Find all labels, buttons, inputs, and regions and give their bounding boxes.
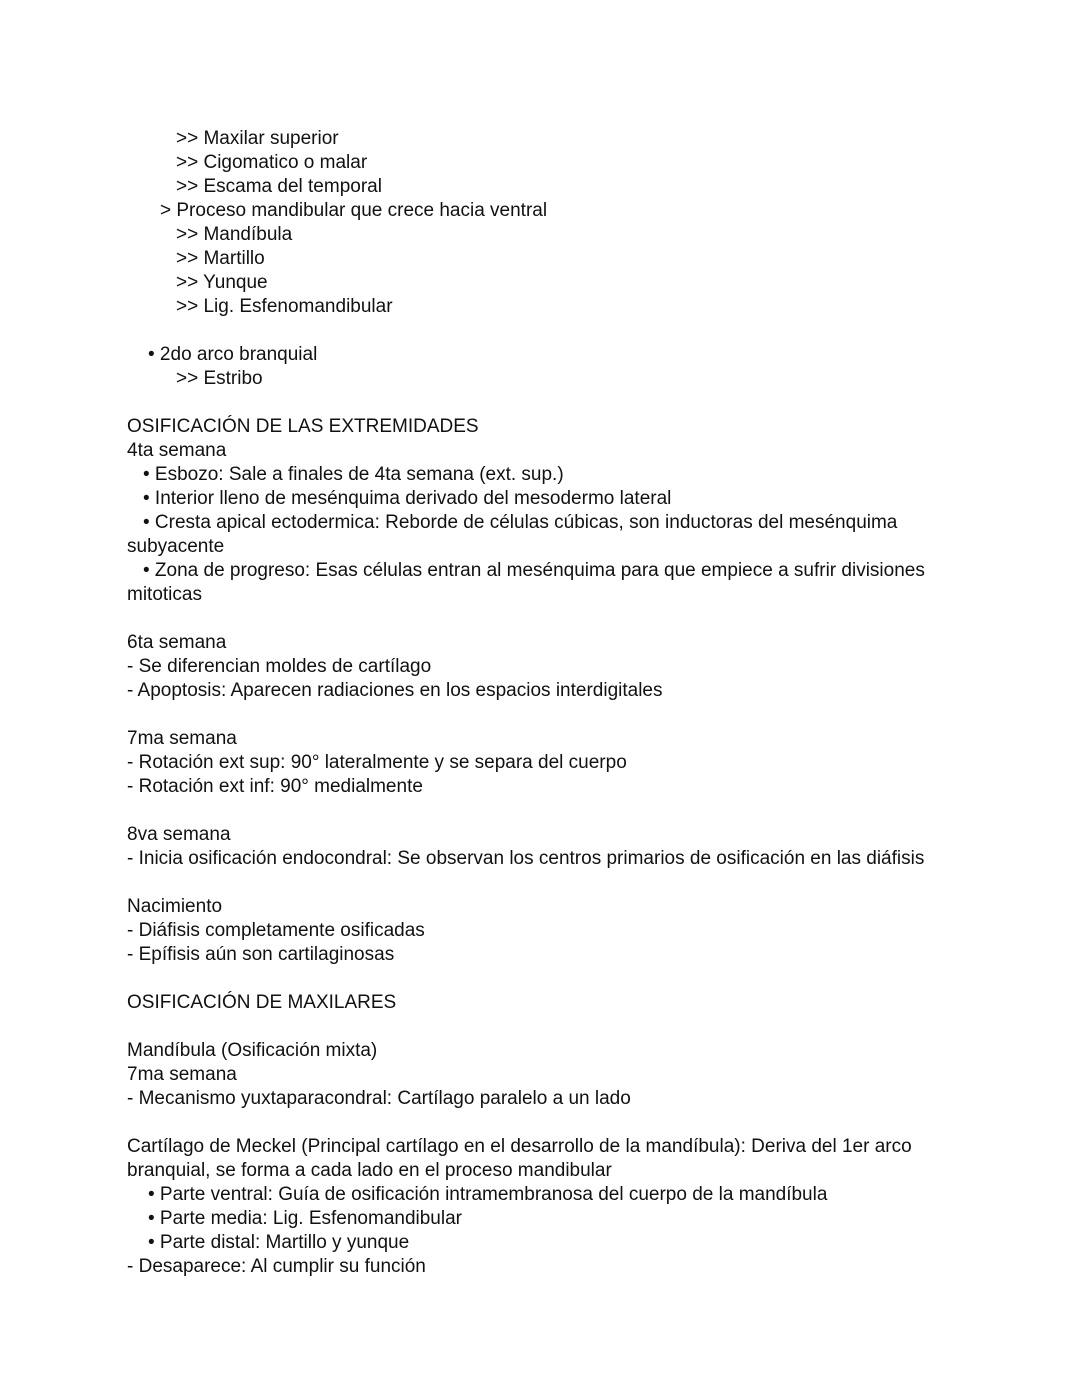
subheading: 7ma semana	[127, 728, 237, 749]
list-item: - Diáfisis completamente osificadas	[127, 920, 425, 941]
subheading: 7ma semana	[127, 1064, 237, 1085]
list-item: >> Cigomatico o malar	[176, 152, 368, 173]
list-item: > Proceso mandibular que crece hacia ventral	[160, 200, 548, 221]
list-item: • Zona de progreso: Esas células entran al mesénquima para que empiece a sufrir divisiones	[143, 560, 925, 581]
subheading: Nacimiento	[127, 896, 223, 917]
subheading: Mandíbula (Osificación mixta)	[127, 1040, 378, 1061]
list-item: >> Maxilar superior	[176, 128, 339, 149]
list-item: - Rotación ext sup: 90° lateralmente y se separa del cuerpo	[127, 752, 627, 773]
list-item: >> Mandíbula	[176, 224, 293, 245]
list-item: • Cresta apical ectodermica: Reborde de células cúbicas, son inductoras del mesénquima	[143, 512, 898, 533]
list-item: >> Escama del temporal	[176, 176, 382, 197]
list-item: >> Martillo	[176, 248, 265, 269]
section-heading: OSIFICACIÓN DE LAS EXTREMIDADES	[127, 416, 479, 437]
list-item: • Parte ventral: Guía de osificación intramembranosa del cuerpo de la mandíbula	[148, 1184, 828, 1205]
list-item: • Parte media: Lig. Esfenomandibular	[148, 1208, 462, 1229]
list-item: - Mecanismo yuxtaparacondral: Cartílago paralelo a un lado	[127, 1088, 631, 1109]
paragraph: Cartílago de Meckel (Principal cartílago en el desarrollo de la mandíbula): Deriva del 1er arco	[127, 1136, 912, 1157]
list-item: - Rotación ext inf: 90° medialmente	[127, 776, 423, 797]
list-item: - Inicia osificación endocondral: Se observan los centros primarios de osificación en las diáfisis	[127, 848, 925, 869]
list-item: - Apoptosis: Aparecen radiaciones en los espacios interdigitales	[127, 680, 663, 701]
list-item: >> Estribo	[176, 368, 263, 389]
list-item: • Esbozo: Sale a finales de 4ta semana (ext. sup.)	[143, 464, 564, 485]
list-item-continuation: subyacente	[127, 536, 225, 557]
subheading: 4ta semana	[127, 440, 227, 461]
list-item: - Epífisis aún son cartilaginosas	[127, 944, 395, 965]
subheading: 8va semana	[127, 824, 231, 845]
list-item: >> Lig. Esfenomandibular	[176, 296, 393, 317]
list-item: • 2do arco branquial	[148, 344, 318, 365]
list-item: • Interior lleno de mesénquima derivado del mesodermo lateral	[143, 488, 672, 509]
list-item: - Se diferencian moldes de cartílago	[127, 656, 432, 677]
paragraph-continuation: branquial, se forma a cada lado en el proceso mandibular	[127, 1160, 612, 1181]
list-item: • Parte distal: Martillo y yunque	[148, 1232, 410, 1253]
list-item-continuation: mitoticas	[127, 584, 202, 605]
subheading: 6ta semana	[127, 632, 227, 653]
section-heading: OSIFICACIÓN DE MAXILARES	[127, 992, 397, 1013]
list-item: - Desaparece: Al cumplir su función	[127, 1256, 426, 1277]
document-page	[127, 127, 967, 1279]
list-item: >> Yunque	[176, 272, 268, 293]
